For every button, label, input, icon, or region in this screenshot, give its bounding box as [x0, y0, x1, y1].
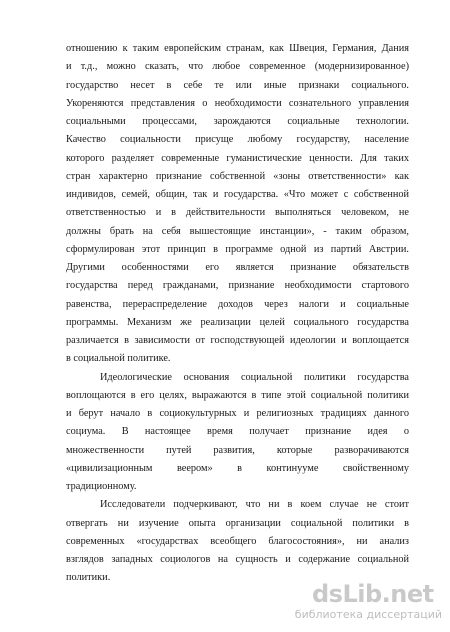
document-page [66, 40, 409, 588]
logo-main-text: dsLib [312, 580, 382, 608]
text-line: современных «государствах всеобщего благосостояния», ни анализ [66, 535, 409, 547]
text-line: сформулирован этот принцип в программе одной из партий Австрии. [66, 243, 409, 255]
text-line: социальными процессами, зарождаются социальные технологии. [66, 116, 409, 127]
dslib-logo [312, 580, 434, 608]
text-line: «цивилизационным веером» в континууме свойственному [66, 462, 409, 474]
text-line: отвергать ни изучение опыта организации социальной политики в [66, 517, 409, 529]
text-line: Исследователи подчеркивают, что ни в коем случае не стоит [100, 499, 409, 511]
dslib-watermark [292, 580, 442, 624]
text-line: Идеологические основания социальной политики государства [100, 371, 409, 383]
text-line: Другими особенностями его является признание обязательств [66, 262, 409, 273]
text-line: политики. [66, 572, 111, 584]
text-line: и т.д., можно сказать, что любое современное (модернизированное) [66, 61, 409, 73]
text-line: и берут начало в социокультурных и религиозных традициях данного [66, 408, 409, 419]
text-line: государства перед гражданами, признание необходимости стартового [66, 280, 409, 292]
text-line: традиционному. [66, 481, 137, 492]
text-line: множественности путей развития, которые разворачиваются [66, 444, 409, 456]
text-line: Укореняются представления о необходимости сознательного управления [66, 97, 409, 109]
text-line: взглядов западных социологов на сущность и содержание социальной [66, 554, 409, 565]
text-line: различается в зависимости от господствующей идеологии и воплощается [66, 335, 409, 346]
text-line: которого разделяет современные гуманистические ценности. Для таких [66, 152, 409, 164]
logo-dot: . [381, 580, 391, 608]
text-line: отношению к таким европейским странам, как Швеция, Германия, Дания [66, 43, 409, 54]
dslib-tagline: библиотека диссертаций [294, 608, 442, 621]
text-line: в социальной политике. [66, 353, 171, 365]
text-line: ответственностью и в действительности выполняться человеком, не [66, 207, 409, 219]
text-line: программы. Механизм же реализации целей социального государства [66, 316, 409, 328]
text-line: воплощаются в его целях, выражаются в типе этой социальной политики [66, 389, 409, 401]
text-line: стран характерно признание собственной «зоны ответственности» как [66, 170, 409, 182]
logo-tld-text: net [390, 580, 434, 608]
text-line: государство несет в себе те или иные признаки социального. [66, 79, 409, 91]
text-line: равенства, перераспределение доходов через налоги и социальные [66, 298, 409, 310]
text-line: должны брать на себя вышестоящие инстанции», - таким образом, [66, 225, 409, 237]
text-line: Качество социальности присуще любому государству, население [66, 134, 409, 146]
text-line: индивидов, семей, общин, так и государства. «Что может с собственной [66, 189, 409, 200]
text-line: социума. В настоящее время получает признание идея о [66, 426, 409, 438]
